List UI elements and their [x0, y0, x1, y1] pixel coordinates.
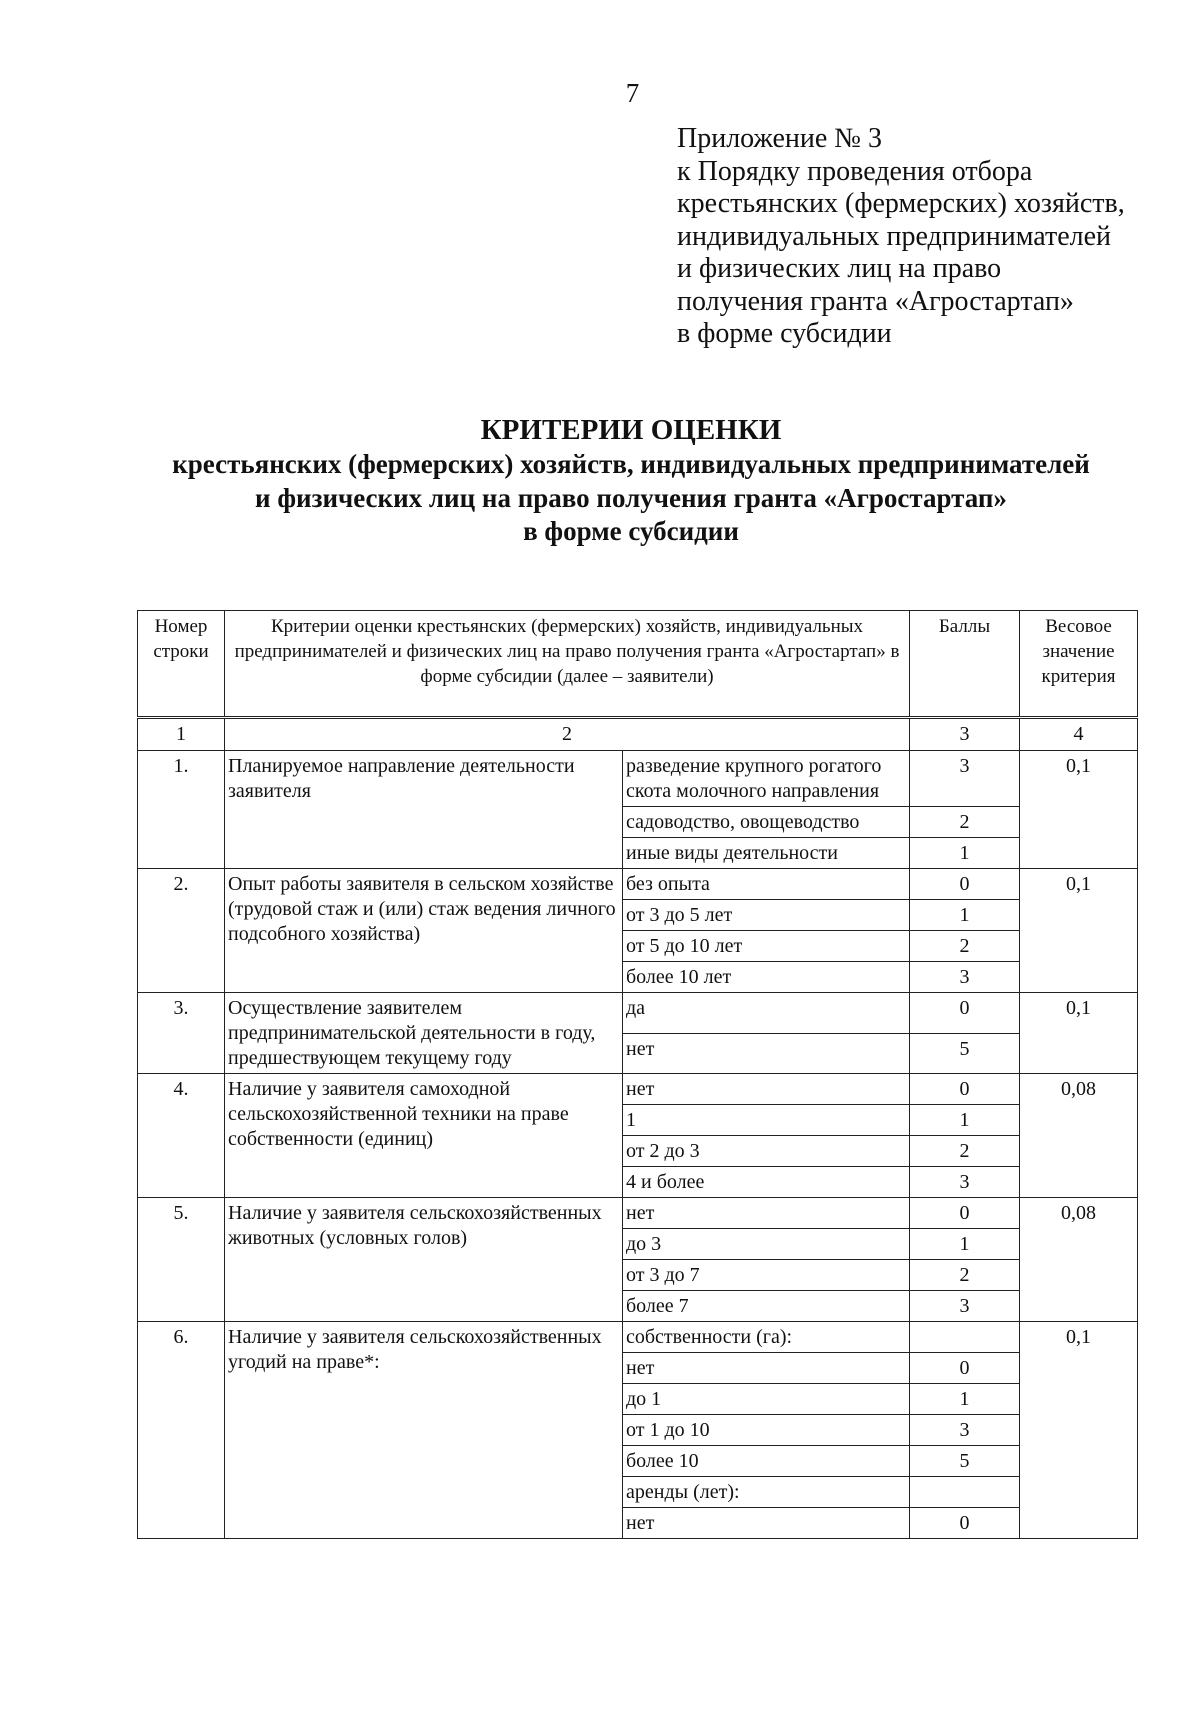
- option-label: нет: [623, 1033, 910, 1074]
- option-points: 1: [910, 1105, 1020, 1136]
- option-label: без опыта: [623, 869, 910, 900]
- appendix-line: в форме субсидии: [677, 318, 892, 349]
- option-label: нет: [623, 1074, 910, 1105]
- header-row: [138, 611, 1138, 718]
- option-label: от 5 до 10 лет: [623, 931, 910, 962]
- table-row: [138, 869, 1138, 900]
- criteria-table-body: [138, 611, 1138, 1539]
- option-points: 2: [910, 807, 1020, 838]
- option-points: 3: [910, 751, 1020, 807]
- option-label: иные виды деятельности: [623, 838, 910, 869]
- title-sub-line: крестьянских (фермерских) хозяйств, индивидуальных предпринимателей: [172, 449, 1090, 479]
- option-label: садоводство, овощеводство: [623, 807, 910, 838]
- header-weight: Весовое значение критерия: [1020, 611, 1138, 718]
- page-number: 7: [625, 78, 640, 108]
- criterion-weight: 0,08: [1020, 1074, 1138, 1198]
- criterion-weight: 0,1: [1020, 869, 1138, 993]
- row-number: 3.: [138, 993, 225, 1074]
- document-title: [100, 412, 1162, 549]
- appendix-line: крестьянских (фермерских) хозяйств,: [677, 188, 1125, 219]
- option-points: 3: [910, 1291, 1020, 1322]
- appendix-line: к Порядку проведения отбора: [677, 155, 1033, 187]
- criterion-text: Наличие у заявителя самоходной сельскохозяйственной техники на праве собственности (единиц): [225, 1074, 623, 1198]
- criterion-weight: 0,1: [1020, 751, 1138, 869]
- option-label: нет: [623, 1508, 910, 1539]
- column-number-row: [138, 718, 1138, 751]
- option-points: 2: [910, 1136, 1020, 1167]
- table-row: [138, 751, 1138, 807]
- title-sub-line: в форме субсидии: [523, 516, 739, 546]
- appendix-line: индивидуальных предпринимателей: [677, 220, 1111, 252]
- option-points: 5: [910, 1033, 1020, 1074]
- row-number: 1.: [138, 751, 225, 869]
- option-label: до 1: [623, 1384, 910, 1415]
- criterion-text: Наличие у заявителя сельскохозяйственных угодий на праве*:: [225, 1322, 623, 1539]
- option-label: нет: [623, 1198, 910, 1229]
- header-criteria: Критерии оценки крестьянских (фермерских) хозяйств, индивидуальных предпринимателей и физических лиц на право получения гранта «Агростартап» в форме субсидии (далее – заявители): [225, 611, 910, 718]
- row-number: 2.: [138, 869, 225, 993]
- option-label: собственности (га):: [623, 1322, 910, 1353]
- option-label: более 10 лет: [623, 962, 910, 993]
- option-label: от 3 до 5 лет: [623, 900, 910, 931]
- option-points: 2: [910, 931, 1020, 962]
- option-points: 0: [910, 869, 1020, 900]
- row-number: 6.: [138, 1322, 225, 1539]
- table-row: [138, 1322, 1138, 1353]
- column-number: 4: [1020, 718, 1138, 751]
- option-points: 1: [910, 1229, 1020, 1260]
- header-row-number: Номер строки: [138, 611, 225, 718]
- criterion-text: Планируемое направление деятельности заявителя: [225, 751, 623, 869]
- option-label: до 3: [623, 1229, 910, 1260]
- option-points: 1: [910, 900, 1020, 931]
- criterion-text: Осуществление заявителем предпринимательской деятельности в году, предшествующем текущему году: [225, 993, 623, 1074]
- appendix-header: [677, 123, 1177, 351]
- option-label: от 2 до 3: [623, 1136, 910, 1167]
- criterion-text: Опыт работы заявителя в сельском хозяйстве (трудовой стаж и (или) стаж ведения личного подсобного хозяйства): [225, 869, 623, 993]
- option-label: от 3 до 7: [623, 1260, 910, 1291]
- option-points: 0: [910, 993, 1020, 1034]
- option-label: 4 и более: [623, 1167, 910, 1198]
- criteria-table: [137, 610, 1138, 1539]
- option-label: от 1 до 10: [623, 1415, 910, 1446]
- option-label: аренды (лет):: [623, 1477, 910, 1508]
- row-number: 4.: [138, 1074, 225, 1198]
- option-label: 1: [623, 1105, 910, 1136]
- option-points: 3: [910, 1167, 1020, 1198]
- option-points: 0: [910, 1198, 1020, 1229]
- option-points: 1: [910, 838, 1020, 869]
- option-points: 0: [910, 1074, 1020, 1105]
- table-row: [138, 1198, 1138, 1229]
- table-row: [138, 993, 1138, 1034]
- title-main: КРИТЕРИИ ОЦЕНКИ: [480, 414, 782, 446]
- option-points: 5: [910, 1446, 1020, 1477]
- option-points: 3: [910, 1415, 1020, 1446]
- option-label: более 10: [623, 1446, 910, 1477]
- row-number: 5.: [138, 1198, 225, 1322]
- column-number: 1: [138, 718, 225, 751]
- option-points: [910, 1477, 1020, 1508]
- option-label: да: [623, 993, 910, 1034]
- option-points: [910, 1322, 1020, 1353]
- header-points: Баллы: [910, 611, 1020, 718]
- option-points: 0: [910, 1353, 1020, 1384]
- option-label: более 7: [623, 1291, 910, 1322]
- criterion-weight: 0,08: [1020, 1198, 1138, 1322]
- option-points: 3: [910, 962, 1020, 993]
- appendix-line: получения гранта «Агростартап»: [677, 285, 1074, 317]
- option-points: 0: [910, 1508, 1020, 1539]
- appendix-line: Приложение № 3: [677, 123, 882, 154]
- column-number: 3: [910, 718, 1020, 751]
- column-number: 2: [225, 718, 910, 751]
- table-row: [138, 1074, 1138, 1105]
- criterion-weight: 0,1: [1020, 1322, 1138, 1539]
- criterion-text: Наличие у заявителя сельскохозяйственных животных (условных голов): [225, 1198, 623, 1322]
- option-points: 1: [910, 1384, 1020, 1415]
- option-points: 2: [910, 1260, 1020, 1291]
- appendix-line: и физических лиц на право: [677, 253, 1002, 284]
- title-sub-line: и физических лиц на право получения гранта «Агростартап»: [255, 482, 1007, 513]
- option-label: разведение крупного рогатого скота молочного направления: [623, 751, 910, 807]
- criterion-weight: 0,1: [1020, 993, 1138, 1074]
- option-label: нет: [623, 1353, 910, 1384]
